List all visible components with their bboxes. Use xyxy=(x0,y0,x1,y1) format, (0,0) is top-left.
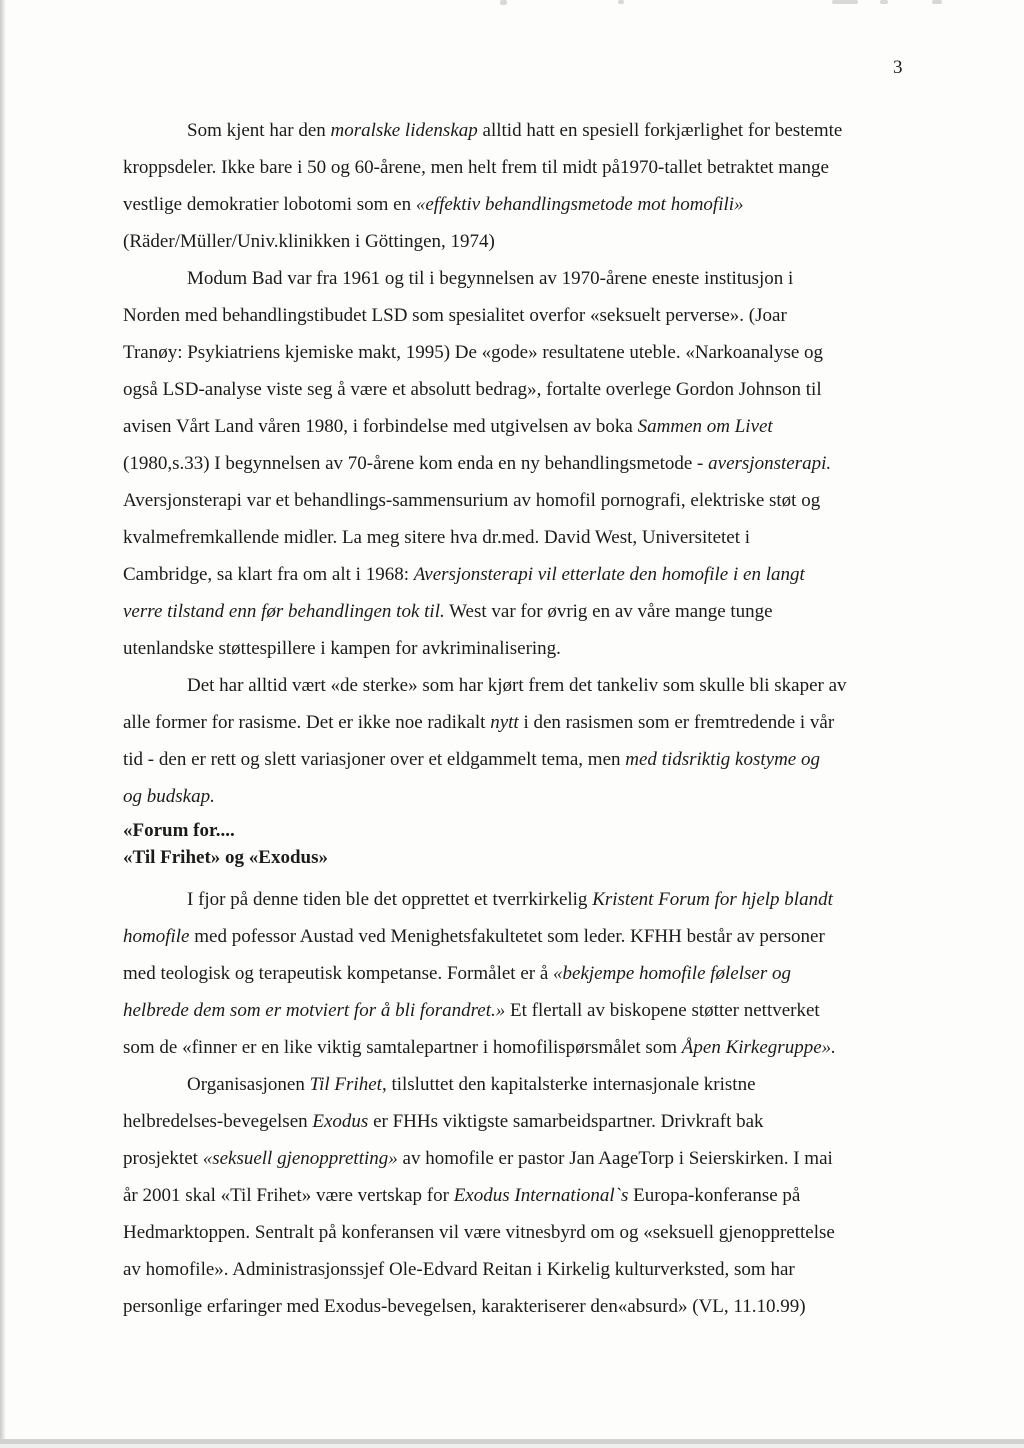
heading-line: «Til Frihet» og «Exodus» xyxy=(123,847,328,868)
text-line: personlige erfaringer med Exodus-bevegelsen, karakteriserer den«absurd» (VL, 11.10.99) xyxy=(123,1296,806,1317)
heading-line: «Forum for.... xyxy=(123,820,235,841)
scan-left-edge-shadow xyxy=(0,0,6,1448)
text-line: helbredelses-bevegelsen Exodus er FHHs viktigste samarbeidspartner. Drivkraft bak xyxy=(123,1111,764,1132)
document-body xyxy=(123,112,923,1325)
text-line: Det har alltid vært «de sterke» som har kjørt frem det tankeliv som skulle bli skaper av xyxy=(187,675,847,696)
text-line: Modum Bad var fra 1961 og til i begynnelsen av 1970-årene eneste institusjon i xyxy=(187,268,794,289)
scan-speck xyxy=(832,0,858,4)
scan-speck xyxy=(932,0,942,4)
text-line: Cambridge, sa klart fra om alt i 1968: Aversjonsterapi vil etterlate den homofile i en langt xyxy=(123,564,805,585)
text-line: Hedmarktoppen. Sentralt på konferansen vil være vitnesbyrd om og «seksuell gjenopprettelse xyxy=(123,1222,835,1243)
scan-speck xyxy=(500,0,507,5)
scan-speck xyxy=(880,0,888,4)
text-line: I fjor på denne tiden ble det opprettet et tverrkirkelig Kristent Forum for hjelp blandt xyxy=(187,889,833,910)
text-line: tid - den er rett og slett variasjoner over et eldgammelt tema, men med tidsriktig kostyme og xyxy=(123,749,820,770)
text-line: (1980,s.33) I begynnelsen av 70-årene kom enda en ny behandlingsmetode - aversjonsterapi. xyxy=(123,453,832,474)
text-line: Organisasjonen Til Frihet, tilsluttet den kapitalsterke internasjonale kristne xyxy=(187,1074,756,1095)
text-line: helbrede dem som er motviert for å bli forandret.» Et flertall av biskopene støtter nettverket xyxy=(123,1000,820,1021)
text-line: utenlandske støttespillere i kampen for avkriminalisering. xyxy=(123,638,561,659)
text-line: kvalmefremkallende midler. La meg sitere hva dr.med. David West, Universitetet i xyxy=(123,527,751,548)
page-number: 3 xyxy=(893,57,903,78)
text-line: prosjektet «seksuell gjenoppretting» av homofile er pastor Jan AageTorp i Seierskirken. I mai xyxy=(123,1148,833,1169)
text-line: verre tilstand enn før behandlingen tok til. West var for øvrig en av våre mange tunge xyxy=(123,601,773,622)
text-line: år 2001 skal «Til Frihet» være vertskap for Exodus International`s Europa-konferanse på xyxy=(123,1185,801,1206)
text-line: homofile med pofessor Austad ved Menighetsfakultetet som leder. KFHH består av personer xyxy=(123,926,825,947)
text-line: av homofile». Administrasjonssjef Ole-Edvard Reitan i Kirkelig kulturverksted, som har xyxy=(123,1259,795,1280)
text-line: Norden med behandlingstibudet LSD som spesialitet overfor «seksuelt perverse». (Joar xyxy=(123,305,787,326)
text-line: kroppsdeler. Ikke bare i 50 og 60-årene, men helt frem til midt på1970-tallet betraktet mange xyxy=(123,157,829,178)
text-line: også LSD-analyse viste seg å være et absolutt bedrag», fortalte overlege Gordon Johnson til xyxy=(123,379,822,400)
text-line: Aversjonsterapi var et behandlings-sammensurium av homofil pornografi, elektriske støt og xyxy=(123,490,821,511)
text-line: Som kjent har den moralske lidenskap alltid hatt en spesiell forkjærlighet for bestemte xyxy=(187,120,843,141)
scan-speck xyxy=(618,0,624,4)
text-line: alle former for rasisme. Det er ikke noe radikalt nytt i den rasismen som er fremtredende i vår xyxy=(123,712,835,733)
text-line: avisen Vårt Land våren 1980, i forbindelse med utgivelsen av boka Sammen om Livet xyxy=(123,416,773,437)
scan-bottom-edge-light xyxy=(0,1444,1024,1448)
text-line: vestlige demokratier lobotomi som en «effektiv behandlingsmetode mot homofili» xyxy=(123,194,744,215)
text-line: (Räder/Müller/Univ.klinikken i Göttingen, 1974) xyxy=(123,231,495,252)
text-line: og budskap. xyxy=(123,786,215,807)
text-line: med teologisk og terapeutisk kompetanse. Formålet er å «bekjempe homofile følelser og xyxy=(123,963,791,984)
text-line: som de «finner er en like viktig samtalepartner i homofilispørsmålet som Åpen Kirkegruppe». xyxy=(123,1037,836,1058)
text-line: Tranøy: Psykiatriens kjemiske makt, 1995) De «gode» resultatene uteble. «Narkoanalyse og xyxy=(123,342,824,363)
